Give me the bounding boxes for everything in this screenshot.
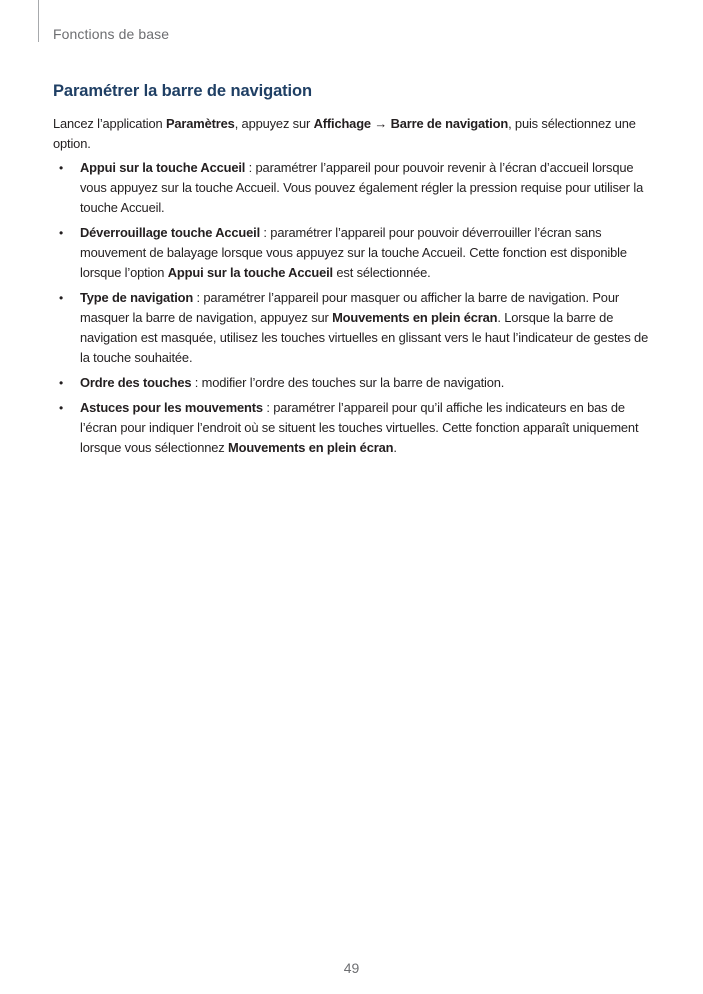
list-item-home-button-press: [53, 158, 653, 218]
option-label: Appui sur la touche Accueil: [80, 160, 246, 175]
list-item-button-order: [53, 373, 653, 393]
option-description: : paramétrer l’appareil pour qu’il affiche les indicateurs en bas de l’écran pour indiquer l’endroit où se situent les touches virtuelles. Cette fonction apparaît uniquement lorsque vous sélectionnez: [80, 400, 639, 455]
header-rule: [38, 0, 39, 42]
options-list: [53, 158, 653, 458]
option-label: Ordre des touches: [80, 375, 192, 390]
page-number: 49: [343, 960, 360, 976]
option-label: Type de navigation: [80, 290, 194, 305]
intro-menu-navbar: Barre de navigation: [390, 116, 509, 131]
bullet-icon: •: [59, 291, 64, 305]
option-reference: Appui sur la touche Accueil: [167, 265, 333, 280]
option-description: est sélectionnée.: [332, 265, 431, 280]
option-description: .: [393, 440, 397, 455]
page-title: Paramétrer la barre de navigation: [53, 82, 312, 100]
option-label: Astuces pour les mouvements: [80, 400, 263, 415]
option-description: : paramétrer l’appareil pour pouvoir revenir à l’écran d’accueil lorsque vous appuyez sur la touche Accueil. Vous pouvez également régler la pression requise pour utiliser la touche Accueil.: [80, 160, 644, 215]
intro-text: , appuyez sur: [234, 116, 314, 131]
option-description: : paramétrer l’appareil pour pouvoir déverrouiller l’écran sans mouvement de balayage lorsque vous appuyez sur la touche Accueil. Cette fonction est disponible lorsque l’option: [80, 225, 627, 280]
option-reference: Mouvements en plein écran: [332, 310, 498, 325]
arrow-icon: →: [370, 116, 391, 131]
list-item-home-button-unlock: [53, 223, 653, 283]
intro-text: , puis sélectionnez une option.: [53, 116, 636, 151]
intro-app-name: Paramètres: [165, 116, 235, 131]
list-item-gesture-hints: [53, 398, 653, 458]
intro-text: Lancez l’application: [53, 116, 166, 131]
bullet-icon: •: [59, 226, 64, 240]
option-description: : paramétrer l’appareil pour masquer ou afficher la barre de navigation. Pour masquer la barre de navigation, appuyez sur: [80, 290, 619, 325]
section-header: Fonctions de base: [53, 26, 170, 42]
option-label: Déverrouillage touche Accueil: [80, 225, 260, 240]
page-content: [53, 82, 653, 463]
bullet-icon: •: [59, 376, 64, 390]
intro-paragraph: [53, 114, 653, 154]
bullet-icon: •: [59, 401, 64, 415]
option-description: . Lorsque la barre de navigation est masquée, utilisez les touches virtuelles en glissant vers le haut l’indicateur de gestes de la touche souhaitée.: [80, 310, 649, 365]
option-description: : modifier l’ordre des touches sur la barre de navigation.: [191, 375, 505, 390]
bullet-icon: •: [59, 161, 64, 175]
list-item-navigation-type: [53, 288, 653, 368]
option-reference: Mouvements en plein écran: [228, 440, 394, 455]
intro-menu-display: Affichage: [313, 116, 371, 131]
